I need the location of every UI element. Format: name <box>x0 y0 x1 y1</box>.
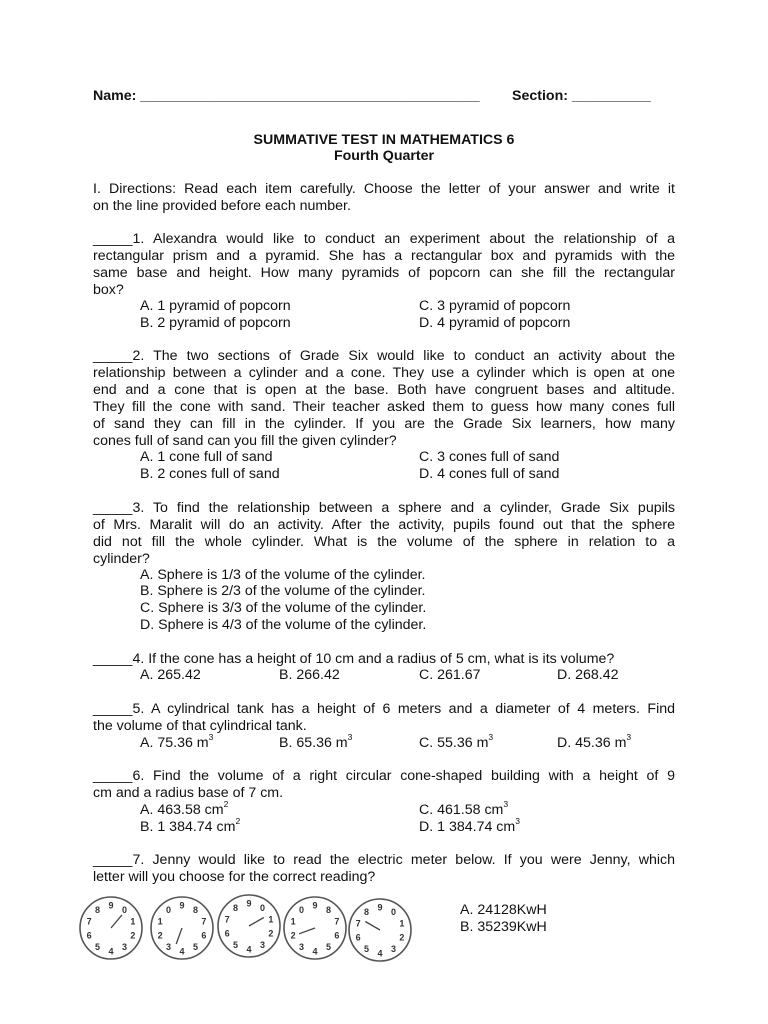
option-a[interactable] <box>140 732 214 752</box>
question-text-line: box? <box>93 282 124 298</box>
question-text-line: _____7. Jenny would like to read the electric meter below. If you were Jenny, which <box>93 852 675 868</box>
option-text: D. 45.36 m <box>557 735 627 751</box>
option-text: A. 75.36 m <box>140 735 209 751</box>
option-b[interactable]: B. Sphere is 2/3 of the volume of the cylinder. <box>140 583 426 599</box>
dial-number: 2 <box>399 932 405 943</box>
dial-number: 5 <box>326 942 332 953</box>
dial-number: 1 <box>268 914 274 925</box>
directions-line-1: I. Directions: Read each item carefully. Choose the letter of your answer and write it <box>93 181 675 197</box>
option-b[interactable] <box>140 816 241 836</box>
question-text-line: end and a cone that is open at the base. Both have congruent bases and altitude. <box>93 382 675 398</box>
meter-dial <box>218 895 280 957</box>
question-text-line: of Mrs. Maralit will do an activity. After the activity, pupils found out that the sphere <box>93 517 675 533</box>
option-a[interactable]: A. Sphere is 1/3 of the volume of the cylinder. <box>140 567 426 583</box>
dial-number: 0 <box>298 904 304 915</box>
dial-number: 3 <box>260 940 266 951</box>
dial-number: 7 <box>86 916 92 927</box>
option-b[interactable]: B. 2 cones full of sand <box>140 466 280 482</box>
option-c[interactable]: C. 3 pyramid of popcorn <box>419 298 571 314</box>
dial-number: 1 <box>290 916 296 927</box>
option-text: D. 1 384.74 cm <box>419 819 516 835</box>
electric-meter-image <box>74 892 424 967</box>
dial-number: 4 <box>377 948 383 959</box>
dial-number: 7 <box>224 914 230 925</box>
question-text-line: They fill the cone with sand. Their teacher asked them to guess how many cones full <box>93 399 675 415</box>
option-a[interactable]: A. 24128KwH <box>460 902 547 918</box>
option-d[interactable]: D. 268.42 <box>557 667 619 683</box>
option-d[interactable]: D. 4 cones full of sand <box>419 466 560 482</box>
dial-number: 6 <box>86 930 92 941</box>
option-c[interactable]: C. Sphere is 3/3 of the volume of the cylinder. <box>140 600 427 616</box>
exponent: 3 <box>515 816 520 827</box>
dial-number: 9 <box>246 898 252 909</box>
dial-number: 2 <box>268 928 274 939</box>
question-text-line: cones full of sand can you fill the given cylinder? <box>93 433 397 449</box>
dial-number: 2 <box>157 930 163 941</box>
option-c[interactable]: C. 261.67 <box>419 667 481 683</box>
option-d[interactable] <box>557 732 632 752</box>
question-text-line: cm and a radius base of 7 cm. <box>93 785 284 801</box>
dial-number: 9 <box>377 902 383 913</box>
option-c[interactable]: C. 3 cones full of sand <box>419 449 560 465</box>
meter-dial <box>151 897 213 959</box>
option-a[interactable]: A. 265.42 <box>140 667 201 683</box>
dial-number: 6 <box>224 928 230 939</box>
question-text-line: of sand they can fill in the cylinder. If you are the Grade Six learners, how many <box>93 416 675 432</box>
dial-number: 8 <box>326 904 332 915</box>
dial-number: 6 <box>355 932 361 943</box>
question-text-line: _____4. If the cone has a height of 10 cm and a radius of 5 cm, what is its volume? <box>93 651 615 667</box>
dial-number: 8 <box>94 904 100 915</box>
dial-number: 5 <box>193 942 199 953</box>
dial-number: 4 <box>108 946 114 957</box>
dial-number: 7 <box>334 916 340 927</box>
question-text-line: relationship between a cylinder and a cone. They use a cylinder which is open at one <box>93 365 675 381</box>
dial-number: 0 <box>391 906 397 917</box>
option-c[interactable] <box>419 799 509 819</box>
test-subtitle: Fourth Quarter <box>333 148 435 164</box>
dial-number: 4 <box>179 946 185 957</box>
question-text-line: rectangular prism and a pyramid. She has a rectangular box and pyramids with the <box>93 248 675 264</box>
dial-number: 2 <box>290 930 296 941</box>
question-text-line: letter will you choose for the correct reading? <box>93 869 376 885</box>
dial-number: 4 <box>246 944 252 955</box>
dial-number: 5 <box>232 940 238 951</box>
meter-dial <box>80 897 142 959</box>
section-field[interactable]: Section: __________ <box>512 88 651 104</box>
option-b[interactable]: B. 266.42 <box>279 667 340 683</box>
question-text-line: cylinder? <box>93 551 150 567</box>
question-text-line: _____3. To find the relationship between a sphere and a cylinder, Grade Six pupils <box>93 500 675 516</box>
exponent: 3 <box>208 732 214 743</box>
question-text-line: _____2. The two sections of Grade Six would like to conduct an activity about the <box>93 348 675 364</box>
option-text: B. 1 384.74 cm <box>140 819 236 835</box>
meter-dial <box>284 897 346 959</box>
dial-number: 9 <box>179 900 185 911</box>
dial-number: 5 <box>363 944 369 955</box>
question-text-line: _____5. A cylindrical tank has a height of 6 meters and a diameter of 4 meters. Find <box>93 701 675 717</box>
exponent: 3 <box>626 732 632 743</box>
dial-number: 9 <box>312 900 318 911</box>
dial-number: 2 <box>130 930 136 941</box>
question-text-line: _____1. Alexandra would like to conduct an experiment about the relationship of a <box>93 231 675 247</box>
dial-number: 7 <box>201 916 207 927</box>
exponent: 2 <box>223 799 229 810</box>
dial-number: 9 <box>108 900 114 911</box>
option-text: C. 55.36 m <box>419 735 489 751</box>
option-a[interactable] <box>140 799 229 819</box>
exponent: 3 <box>503 799 509 810</box>
exponent: 2 <box>235 816 241 827</box>
test-title: SUMMATIVE TEST IN MATHEMATICS 6 <box>253 132 515 148</box>
exponent: 3 <box>488 732 494 743</box>
dial-number: 3 <box>122 942 128 953</box>
meter-dial <box>349 899 411 961</box>
dial-number: 8 <box>363 906 369 917</box>
option-text: B. 65.36 m <box>279 735 348 751</box>
option-b[interactable]: B. 35239KwH <box>460 919 547 935</box>
electric-meter-dials <box>74 892 424 967</box>
dial-number: 8 <box>232 902 238 913</box>
option-text: C. 461.58 cm <box>419 802 504 818</box>
option-d[interactable]: D. 4 pyramid of popcorn <box>419 315 571 331</box>
question-text-line: the volume of that cylindrical tank. <box>93 718 307 734</box>
dial-number: 8 <box>193 904 199 915</box>
exponent: 3 <box>347 732 353 743</box>
dial-number: 3 <box>391 944 397 955</box>
dial-number: 0 <box>260 902 266 913</box>
dial-number: 4 <box>312 946 318 957</box>
dial-number: 6 <box>201 930 207 941</box>
option-d[interactable] <box>419 816 520 836</box>
dial-number: 1 <box>130 916 136 927</box>
dial-number: 0 <box>165 904 171 915</box>
option-a[interactable]: A. 1 cone full of sand <box>140 449 273 465</box>
name-section-row <box>93 88 675 105</box>
dial-number: 5 <box>94 942 100 953</box>
dial-number: 0 <box>122 904 128 915</box>
name-field[interactable]: Name: ___________________________________________ <box>93 88 480 104</box>
dial-number: 3 <box>298 942 304 953</box>
option-a[interactable]: A. 1 pyramid of popcorn <box>140 298 291 314</box>
directions-line-2: on the line provided before each number. <box>93 198 351 214</box>
question-text-line: _____6. Find the volume of a right circular cone-shaped building with a height of 9 <box>93 768 675 784</box>
option-d[interactable]: D. Sphere is 4/3 of the volume of the cylinder. <box>140 617 427 633</box>
option-b[interactable]: B. 2 pyramid of popcorn <box>140 315 291 331</box>
option-c[interactable] <box>419 732 494 752</box>
question-text-line: same base and height. How many pyramids of popcorn can she fill the rectangular <box>93 265 675 281</box>
option-b[interactable] <box>279 732 353 752</box>
dial-number: 1 <box>157 916 163 927</box>
option-text: A. 463.58 cm <box>140 802 224 818</box>
dial-number: 3 <box>165 942 171 953</box>
dial-number: 6 <box>334 930 340 941</box>
question-text-line: did not fill the whole cylinder. What is the volume of the sphere in relation to a <box>93 534 675 550</box>
dial-number: 7 <box>355 918 361 929</box>
dial-number: 1 <box>399 918 405 929</box>
